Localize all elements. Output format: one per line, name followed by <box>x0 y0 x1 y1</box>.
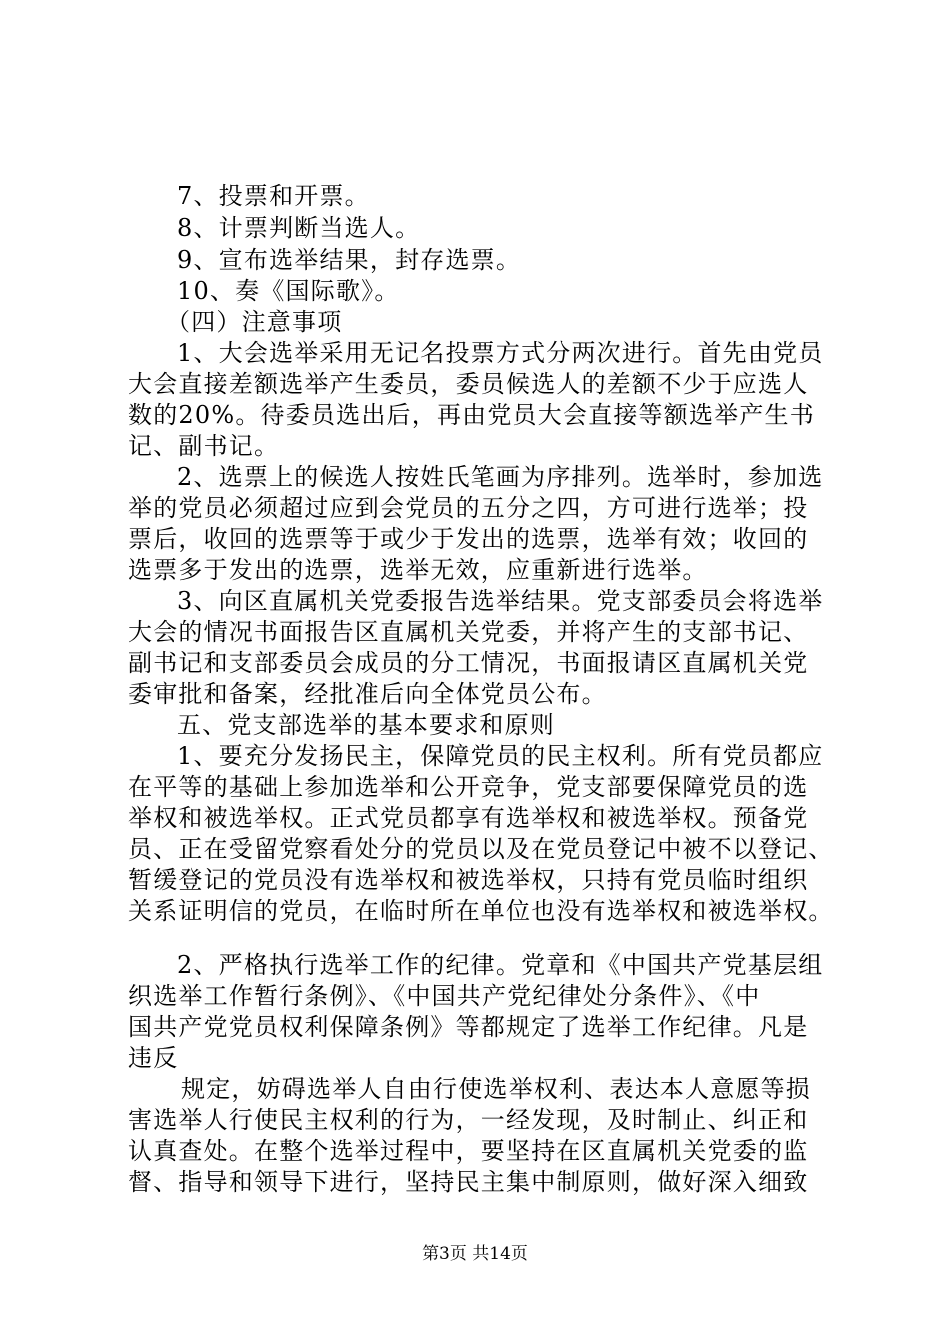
text-line: 1、要充分发扬民主，保障党员的民主权利。所有党员都应 <box>177 742 824 770</box>
text-line: 大会的情况书面报告区直属机关党委，并将产生的支部书记、 <box>128 618 809 646</box>
text-line: 记、副书记。 <box>128 432 280 460</box>
text-line: 违反 <box>128 1044 179 1072</box>
text-line: 规定，妨碍选举人自由行使选举权利、表达本人意愿等损 <box>181 1075 811 1103</box>
text-line: 7、投票和开票。 <box>177 182 370 210</box>
text-line: 织选举工作暂行条例》、《中国共产党纪律处分条件》、《中 <box>128 982 761 1010</box>
text-line: 举权和被选举权。正式党员都享有选举权和被选举权。预备党 <box>128 804 809 832</box>
text-line: 1、大会选举采用无记名投票方式分两次进行。首先由党员 <box>177 339 824 367</box>
text-line: 认真查处。在整个选举过程中，要坚持在区直属机关党委的监 <box>128 1137 809 1165</box>
text-line: 国共产党党员权利保障条例》等都规定了选举工作纪律。凡是 <box>128 1013 809 1041</box>
text-line: 督、指导和领导下进行，坚持民主集中制原则，做好深入细致 <box>128 1168 809 1196</box>
text-line: 3、向区直属机关党委报告选举结果。党支部委员会将选举 <box>177 587 824 615</box>
text-line: 关系证明信的党员，在临时所在单位也没有选举权和被选举权。 <box>128 897 834 925</box>
page-number-footer: 第3页 共14页 <box>422 1244 528 1264</box>
text-line: 选票多于发出的选票，选举无效，应重新进行选举。 <box>128 556 708 584</box>
text-line: 8、计票判断当选人。 <box>177 214 421 242</box>
text-line: 9、宣布选举结果，封存选票。 <box>177 246 522 274</box>
text-line: 10、奏《国际歌》。 <box>177 277 400 305</box>
text-line: 举的党员必须超过应到会党员的五分之四，方可进行选举；投 <box>128 494 809 522</box>
text-line: 害选举人行使民主权利的行为，一经发现，及时制止、纠正和 <box>128 1106 809 1134</box>
text-line: 2、严格执行选举工作的纪律。党章和《中国共产党基层组 <box>177 951 824 979</box>
text-line: 委审批和备案，经批准后向全体党员公布。 <box>128 680 607 708</box>
text-line: 在平等的基础上参加选举和公开竞争，党支部要保障党员的选 <box>128 773 809 801</box>
text-line: 数的20%。待委员选出后，再由党员大会直接等额选举产生书 <box>128 401 815 429</box>
text-line: 员、正在受留党察看处分的党员以及在党员登记中被不以登记、 <box>128 835 834 863</box>
text-line: 暂缓登记的党员没有选举权和被选举权，只持有党员临时组织 <box>128 866 809 894</box>
text-line: 大会直接差额选举产生委员，委员候选人的差额不少于应选人 <box>128 370 809 398</box>
text-line: 副书记和支部委员会成员的分工情况，书面报请区直属机关党 <box>128 649 809 677</box>
section-heading: （四）注意事项 <box>166 308 343 336</box>
section-heading: 五、党支部选举的基本要求和原则 <box>177 711 555 739</box>
text-line: 票后，收回的选票等于或少于发出的选票，选举有效；收回的 <box>128 525 809 553</box>
text-line: 2、选票上的候选人按姓氏笔画为序排列。选举时，参加选 <box>177 463 824 491</box>
